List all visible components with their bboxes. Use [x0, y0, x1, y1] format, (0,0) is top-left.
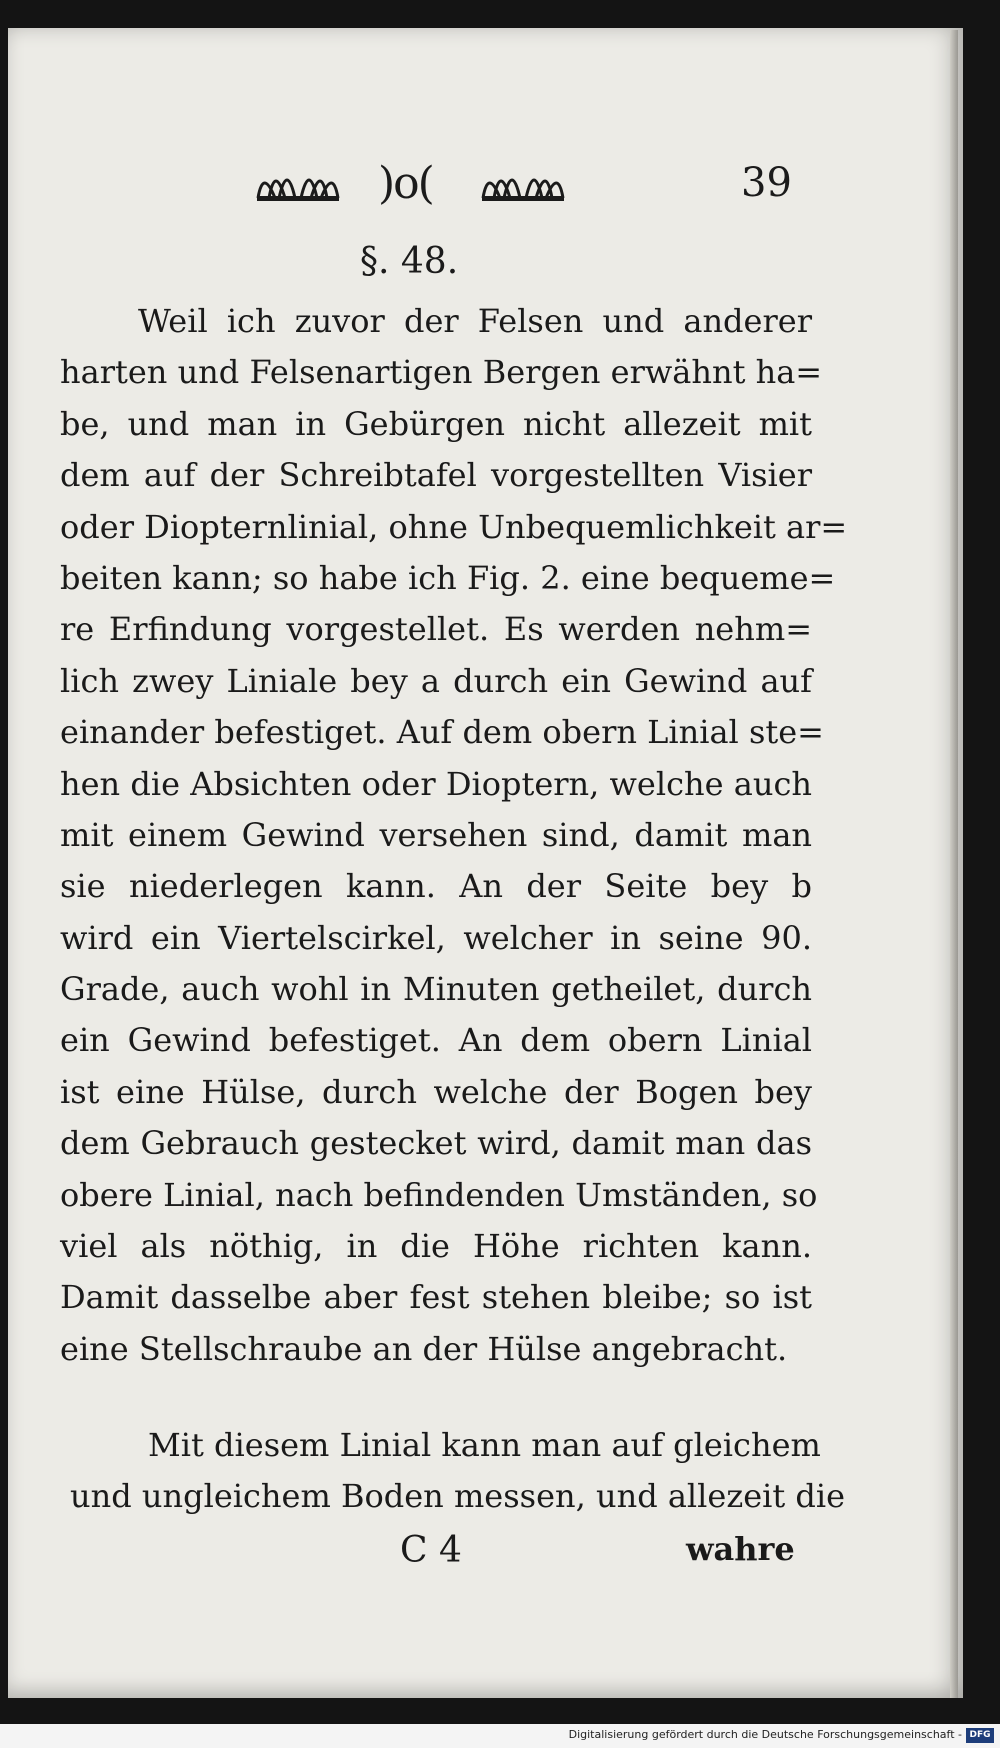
text-line: dem Gebrauch gestecket wird, damit man das: [60, 1124, 812, 1163]
page-number: 39: [741, 160, 792, 206]
text-line: oder Diopternlinial, ohne Unbequemlichkeit ar=: [60, 507, 848, 546]
text-line: viel als nöthig, in die Höhe richten kann.: [60, 1227, 812, 1266]
text-line: beiten kann; so habe ich Fig. 2. eine bequeme=: [60, 558, 836, 597]
page-edge: [950, 30, 958, 1698]
text-line: eine Stellschraube an der Hülse angebracht.: [60, 1329, 788, 1368]
text-line: harten und Felsenartigen Bergen erwähnt ha=: [60, 353, 823, 392]
text-line: einander befestiget. Auf dem obern Linial ste=: [60, 713, 824, 752]
footer-bar: [0, 1724, 1000, 1748]
text-line: mit einem Gewind versehen sind, damit man: [60, 815, 812, 854]
paragraph-1: [60, 296, 848, 1375]
catchword: wahre: [686, 1530, 795, 1568]
text-line: Mit diesem Linial kann man auf gleichem: [148, 1426, 821, 1464]
text-line: sie niederlegen kann. An der Seite bey b: [60, 867, 812, 906]
text-line: re Erfindung vorgestellet. Es werden nehm=: [60, 610, 812, 649]
dfg-logo: DFG: [966, 1728, 994, 1743]
running-header: [8, 158, 963, 218]
paragraph-2: [70, 1420, 846, 1523]
text-line: ist eine Hülse, durch welche der Bogen bey: [60, 1072, 812, 1111]
funding-credit: Digitalisierung gefördert durch die Deutsche Forschungsgemeinschaft -: [568, 1728, 962, 1741]
text-line: hen die Absichten oder Dioptern, welche auch: [60, 764, 812, 803]
text-line: be, und man in Gebürgen nicht allezeit mit: [60, 404, 812, 443]
floral-ornament-icon: [478, 158, 568, 204]
text-line: wird ein Viertelscirkel, welcher in seine 90.: [60, 918, 812, 957]
text-line: lich zwey Liniale bey a durch ein Gewind auf: [60, 661, 812, 700]
signature-mark: C 4: [400, 1530, 462, 1571]
text-line: Damit dasselbe aber fest stehen bleibe; so ist: [60, 1278, 812, 1317]
text-line: ein Gewind befestiget. An dem obern Linial: [60, 1021, 812, 1060]
section-heading: §. 48.: [360, 241, 459, 282]
text-line: Weil ich zuvor der Felsen und anderer: [138, 302, 812, 340]
text-line: dem auf der Schreibtafel vorgestellten Visier: [60, 456, 812, 495]
floral-ornament-icon: [253, 158, 343, 204]
text-line: und ungleichem Boden messen, und allezeit die: [70, 1477, 846, 1516]
book-page: [8, 28, 963, 1698]
center-ornament: )o(: [378, 158, 433, 209]
text-line: Grade, auch wohl in Minuten getheilet, durch: [60, 970, 812, 1009]
text-line: obere Linial, nach befindenden Umständen, so: [60, 1175, 818, 1214]
